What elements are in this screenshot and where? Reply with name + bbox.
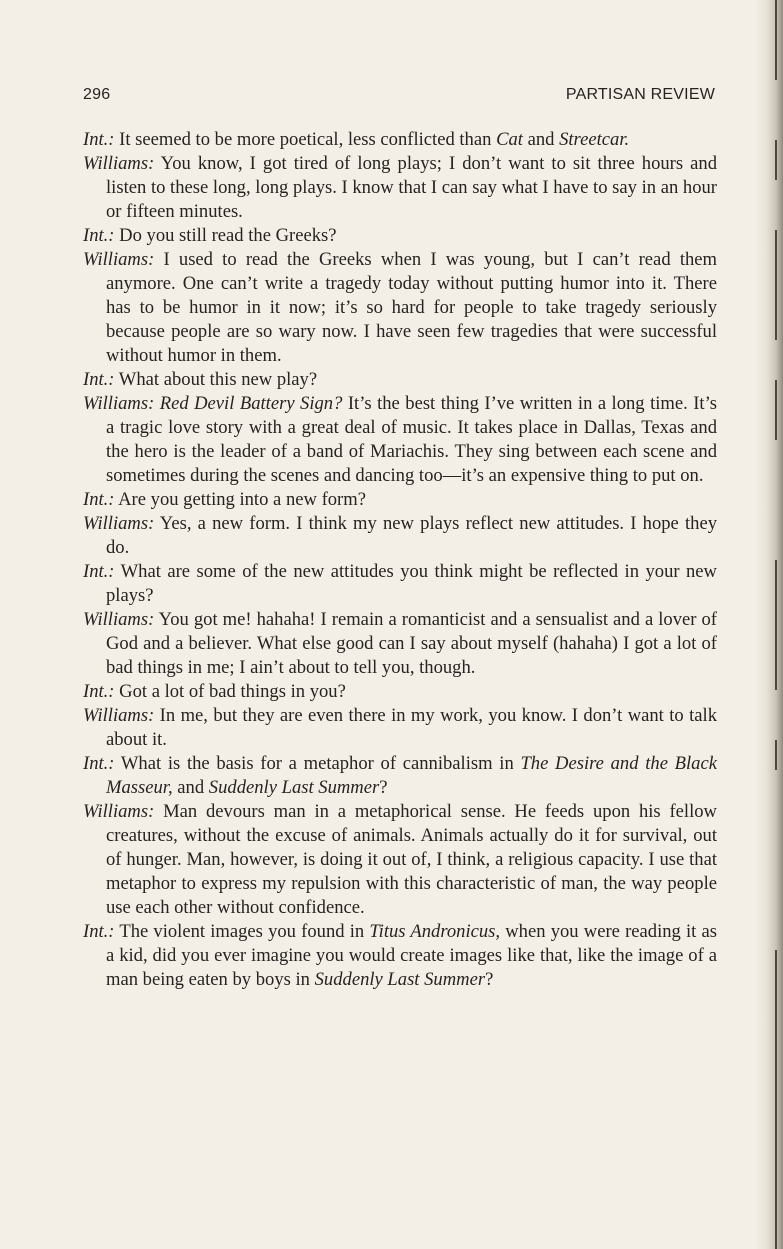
turn-text: You know, I got tired of long plays; I don’t want to sit three hours and listen to these long, long plays. I know that I can say what I have to say in an hour or fifteen minutes. (106, 153, 717, 222)
work-title: Streetcar. (559, 129, 630, 150)
speaker-label: Int.: (83, 681, 115, 702)
turn-text: Are you getting into a new form? (114, 489, 366, 510)
speaker-label: Int.: (83, 225, 115, 246)
interview-turn (83, 368, 717, 392)
turn-text: Do you still read the Greeks? (114, 225, 337, 246)
speaker-label: Williams: (83, 705, 155, 726)
work-title: Suddenly Last Summer (208, 777, 380, 798)
page-edge-line (775, 560, 777, 690)
speaker-label: Int.: (83, 753, 115, 774)
page-edge-line (775, 740, 777, 770)
work-title: Red Devil Battery Sign? (159, 393, 343, 414)
turn-text: What are some of the new attitudes you think might be reflected in your new plays? (106, 561, 717, 606)
interview-turn (83, 248, 717, 368)
turn-text: What is the basis for a metaphor of cannibalism in (114, 753, 521, 774)
turn-text: You got me! hahaha! I remain a romanticist and a sensualist and a lover of God and a believer. What else good can I say about myself (hahaha) I got a lot of bad things in me; I ain’t about to tell you, though. (106, 609, 717, 678)
turn-text: The violent images you found in (114, 921, 370, 942)
interview-turn (83, 224, 717, 248)
speaker-label: Williams: (83, 249, 155, 270)
interview-turn (83, 128, 717, 152)
interview-turn (83, 488, 717, 512)
turn-text: when you were reading it as a kid, did you ever imagine you would create images like that, like the image of a man being eaten by boys in (106, 921, 718, 990)
work-title: Suddenly Last Summer (314, 969, 486, 990)
turn-text: ? (485, 969, 494, 990)
work-title: Titus Andronicus, (369, 921, 501, 942)
page-edge-line (775, 950, 777, 1249)
turn-text: ? (379, 777, 388, 798)
speaker-label: Int.: (83, 489, 115, 510)
interview-turn (83, 680, 717, 704)
interview-turn (83, 920, 717, 992)
interview-turn (83, 800, 717, 920)
speaker-label: Int.: (83, 129, 115, 150)
turn-text: What about this new play? (114, 369, 318, 390)
speaker-label: Int.: (83, 561, 115, 582)
speaker-label: Williams: (83, 513, 155, 534)
page-header (83, 86, 715, 106)
speaker-label: Int.: (83, 921, 115, 942)
turn-text: Got a lot of bad things in you? (114, 681, 346, 702)
interview-turn (83, 608, 717, 680)
page-edge-line (775, 0, 777, 80)
page-edge-line (775, 230, 777, 340)
page-edge-shadow (755, 0, 783, 1249)
turn-text: In me, but they are even there in my work, you know. I don’t want to talk about it. (106, 705, 717, 750)
interview-turn (83, 752, 717, 800)
interview-body (83, 128, 717, 992)
turn-text: and (522, 129, 560, 150)
turn-text: It’s the best thing I’ve written in a long time. It’s a tragic love story with a great deal of music. It takes place in Dallas, Texas and the hero is the leader of a band of Mariachis. They sing between each scene and sometimes during the scenes and dancing too—it’s an expensive thing to put on. (106, 393, 717, 486)
turn-text: Man devours man in a metaphorical sense. He feeds upon his fellow creatures, without the excuse of animals. Animals actually do it for survival, out of hunger. Man, however, is doing it out of, I think, a religious capacity. I use that metaphor to express my repulsion with this characteristic of man, the way people use each other without confidence. (106, 801, 717, 918)
interview-turn (83, 512, 717, 560)
page-edge-line (775, 380, 777, 440)
speaker-label: Williams: (83, 801, 155, 822)
turn-text: It seemed to be more poetical, less conflicted than (114, 129, 497, 150)
turn-text: Yes, a new form. I think my new plays reflect new attitudes. I hope they do. (106, 513, 717, 558)
running-head: PARTISAN REVIEW (565, 86, 715, 103)
work-title: Cat (496, 129, 523, 150)
speaker-label: Williams: (83, 153, 155, 174)
speaker-label: Williams: (83, 609, 155, 630)
interview-turn (83, 704, 717, 752)
speaker-label: Williams: (83, 393, 155, 414)
interview-turn (83, 152, 717, 224)
interview-turn (83, 392, 717, 488)
turn-text: I used to read the Greeks when I was young, but I can’t read them anymore. One can’t write a tragedy today without putting humor into it. There has to be humor in it now; it’s so hard for people to take tragedy seriously because people are so wary now. I have seen few tragedies that were successful without humor in them. (106, 249, 717, 366)
turn-text: and (172, 777, 209, 798)
interview-turn (83, 560, 717, 608)
page-number: 296 (83, 86, 111, 103)
page-edge-line (775, 140, 777, 180)
speaker-label: Int.: (83, 369, 115, 390)
work-title: The Desire and the Black Masseur, (106, 753, 717, 798)
